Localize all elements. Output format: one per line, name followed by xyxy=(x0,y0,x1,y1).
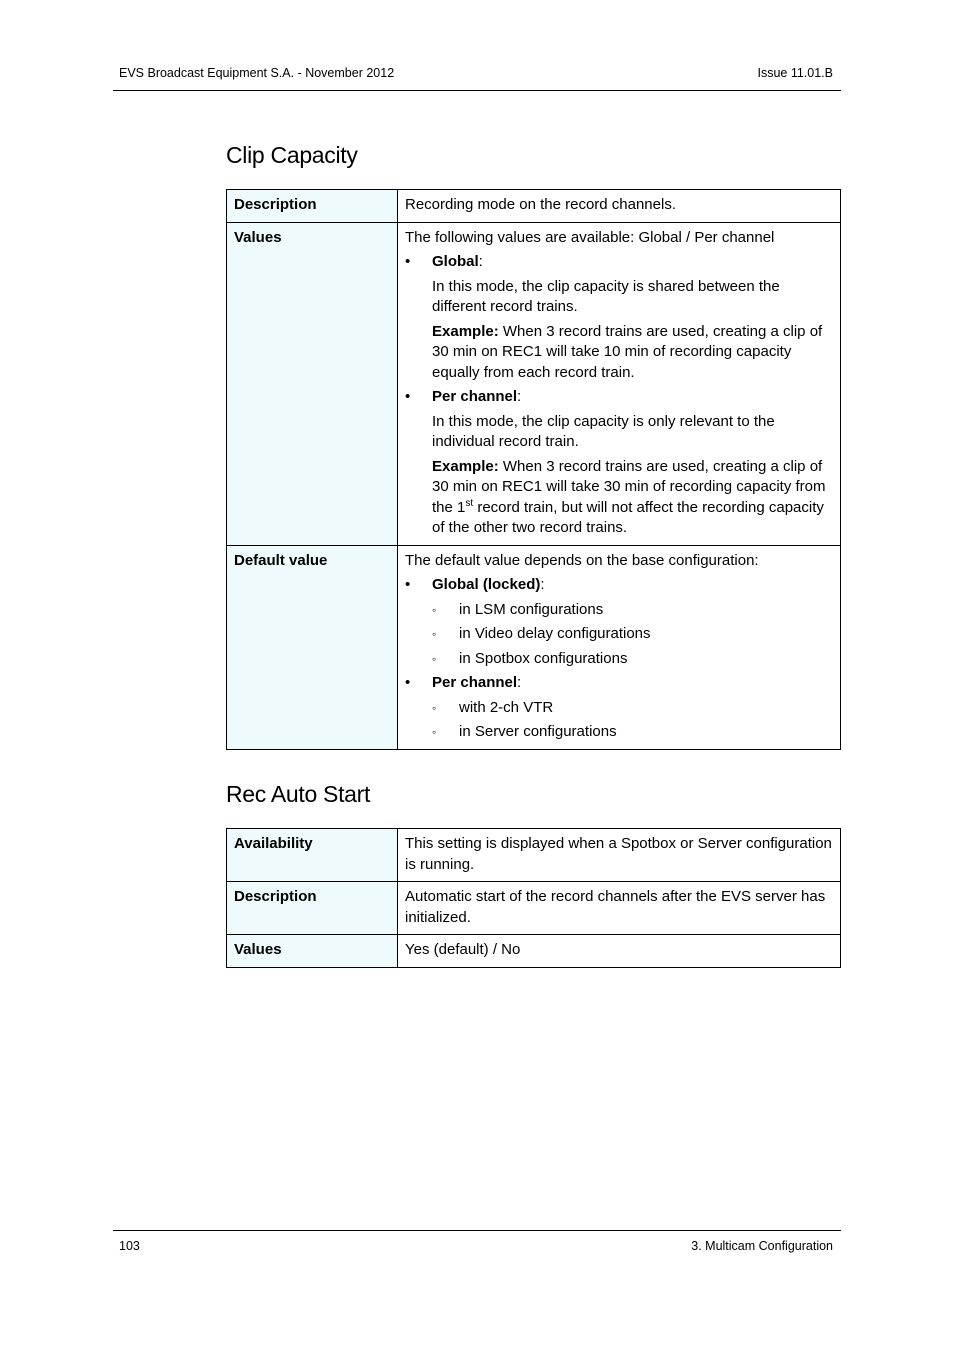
header-issue: Issue 11.01.B xyxy=(757,66,833,80)
row-value xyxy=(398,545,841,749)
sub-list xyxy=(432,600,833,670)
row-label: Default value xyxy=(227,545,398,749)
row-label: Description xyxy=(227,190,398,223)
page-footer xyxy=(113,1230,841,1253)
page-number: 103 xyxy=(119,1239,140,1253)
list-item: ◦ in Server configurations xyxy=(432,722,833,743)
rec-auto-start-table xyxy=(226,828,841,968)
row-label: Values xyxy=(227,935,398,968)
clip-capacity-table xyxy=(226,189,841,750)
row-label: Availability xyxy=(227,829,398,882)
option-text: In this mode, the clip capacity is shared between the different record trains. xyxy=(432,277,780,315)
row-value xyxy=(398,222,841,545)
option-name: Global (locked) xyxy=(432,576,541,593)
section-title-clip-capacity: Clip Capacity xyxy=(226,142,358,168)
values-list xyxy=(405,252,833,539)
option-example: Example: When 3 record trains are used, creating a clip of 30 min on REC1 will take 10 min of recording capacity equally from each record train. xyxy=(432,322,823,381)
row-value: Automatic start of the record channels after the EVS server has initialized. xyxy=(398,882,841,935)
list-item: ◦ in Spotbox configurations xyxy=(432,649,833,670)
default-intro: The default value depends on the base configuration: xyxy=(405,551,759,569)
option-text: In this mode, the clip capacity is only relevant to the individual record train. xyxy=(432,412,775,450)
section-title-rec-auto-start: Rec Auto Start xyxy=(226,781,371,807)
list-item: ◦ with 2-ch VTR xyxy=(432,698,833,719)
option-name: Per channel xyxy=(432,674,518,691)
header-publisher: EVS Broadcast Equipment S.A. - November 2012 xyxy=(119,66,395,80)
default-list xyxy=(405,575,833,743)
option-example: Example: When 3 record trains are used, creating a clip of 30 min on REC1 will take 30 min of recording capacity from the 1st record train, but will not affect the recording capacity of the other two record trains. xyxy=(432,457,826,536)
option-name: Per channel xyxy=(432,388,518,405)
list-item: • Global: In this mode, the clip capacity is shared between the different record trains. Example: When 3 record trains are used, creating a clip of 30 min on REC1 will take 10 min of recording capacity equally from each record train. xyxy=(405,252,833,383)
row-value: This setting is displayed when a Spotbox or Server configuration is running. xyxy=(398,829,841,882)
sub-list xyxy=(432,698,833,743)
table-row xyxy=(227,545,841,749)
list-item: • Per channel: In this mode, the clip capacity is only relevant to the individual record train. Example: When 3 record trains are used, creating a clip of 30 min on REC1 will take 30 min of recording capacity from the 1st record train, but will not affect the recording capacity of the other two record trains. xyxy=(405,387,833,539)
row-label: Description xyxy=(227,882,398,935)
chapter-title: 3. Multicam Configuration xyxy=(691,1239,833,1253)
values-intro: The following values are available: Global / Per channel xyxy=(405,228,775,246)
list-item: • Per channel: ◦ with 2-ch VTR ◦ in Server configurations xyxy=(405,673,833,743)
table-row xyxy=(227,935,841,968)
list-item: ◦ in LSM configurations xyxy=(432,600,833,621)
row-value: Recording mode on the record channels. xyxy=(398,190,841,223)
page-header xyxy=(113,66,841,91)
table-row xyxy=(227,190,841,223)
list-item: ◦ in Video delay configurations xyxy=(432,624,833,645)
list-item: • Global (locked): ◦ in LSM configurations ◦ in Video delay configurations ◦ in Spotbox configurations xyxy=(405,575,833,669)
row-label: Values xyxy=(227,222,398,545)
option-name: Global xyxy=(432,253,479,270)
table-row xyxy=(227,829,841,882)
table-row xyxy=(227,882,841,935)
table-row xyxy=(227,222,841,545)
row-value: Yes (default) / No xyxy=(398,935,841,968)
